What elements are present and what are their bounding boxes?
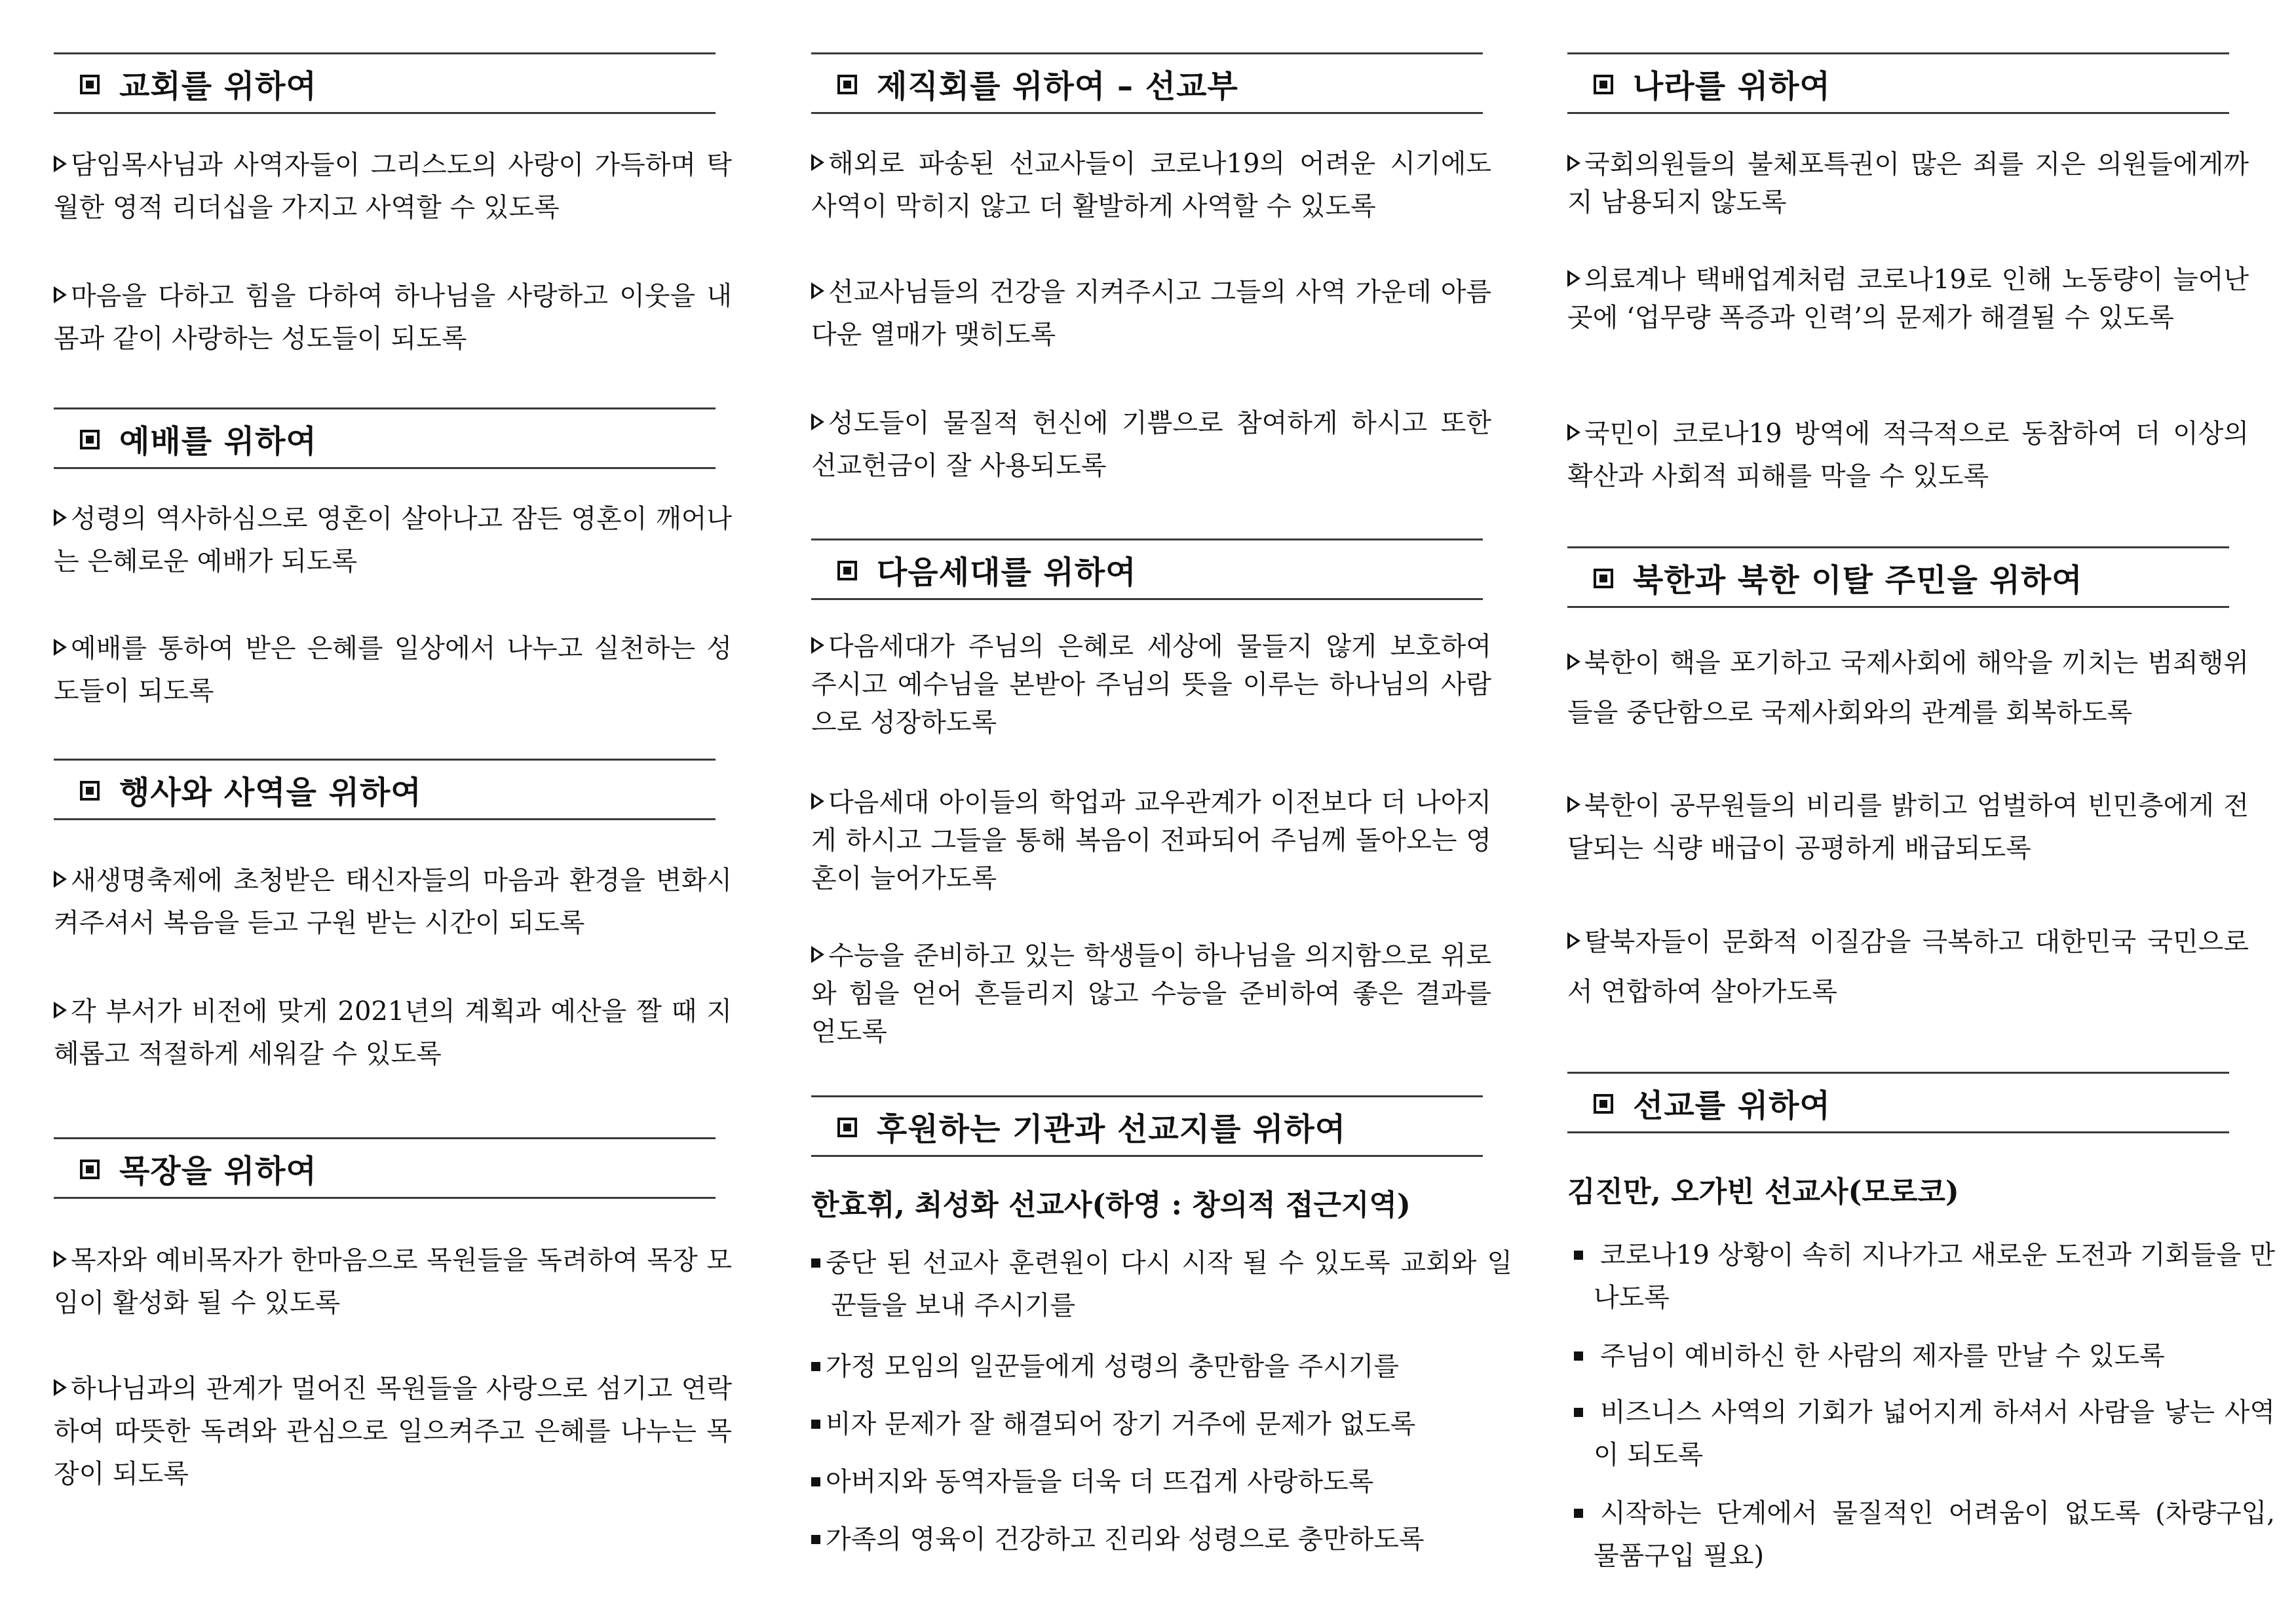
bullet-item: 가정 모임의 일꾼들에게 성령의 충만함을 주시기를: [811, 1346, 1399, 1388]
triangle-icon: [811, 946, 824, 963]
prayer-item: 선교사님들의 건강을 지켜주시고 그들의 사역 가운데 아름다운 열매가 맺히도록: [811, 277, 1491, 350]
triangle-icon: [54, 1251, 67, 1268]
prayer-item: 탈북자들이 문화적 이질감을 극복하고 대한민국 국민으로서 연합하여 살아가도록: [1567, 927, 2249, 1007]
prayer-item: 성도들이 물질적 헌신에 기쁨으로 참여하게 하시고 또한 선교헌금이 잘 사용되도록: [811, 408, 1491, 481]
triangle-icon: [54, 155, 67, 172]
section-worship: [54, 407, 716, 469]
square-icon: [837, 561, 857, 580]
triangle-icon: [54, 509, 67, 526]
bullet-item: 중단 된 선교사 훈련원이 다시 시작 될 수 있도록 교회와 일꾼들을 보내 주시기를: [811, 1242, 1512, 1327]
bullet-square-icon: [1574, 1251, 1583, 1260]
section-missions-dept: [811, 52, 1483, 114]
prayer-item: 국회의원들의 불체포특권이 많은 죄를 지은 의원들에게까지 남용되지 않도록: [1567, 149, 2249, 217]
square-icon: [80, 430, 100, 449]
section-north-korea: [1567, 546, 2229, 608]
triangle-icon: [54, 1379, 67, 1396]
prayer-item: 각 부서가 비전에 맞게 2021년의 계획과 예산을 짤 때 지혜롭고 적절하게 세워갈 수 있도록: [54, 996, 732, 1069]
section-title: 선교를 위하여: [1567, 1072, 2229, 1133]
triangle-icon: [811, 793, 824, 810]
square-icon: [80, 1160, 100, 1179]
prayer-item: 의료계나 택배업계처럼 코로나19로 인해 노동량이 늘어난 곳에 ‘업무량 폭증과 인력’의 문제가 해결될 수 있도록: [1567, 265, 2249, 333]
square-icon: [1594, 1094, 1613, 1114]
section-title: 행사와 사역을 위하여: [54, 759, 716, 820]
prayer-item: 목자와 예비목자가 한마음으로 목원들을 독려하여 목장 모임이 활성화 될 수 있도록: [54, 1245, 732, 1318]
bullet-item: 아버지와 동역자들을 더욱 더 뜨겁게 사랑하도록: [811, 1461, 1373, 1503]
section-title: 교회를 위하여: [54, 52, 716, 114]
bullet-item: 주님이 예비하신 한 사람의 제자를 만날 수 있도록: [1567, 1335, 2275, 1378]
bullet-square-icon: [811, 1477, 820, 1486]
triangle-icon: [54, 1002, 67, 1019]
prayer-item: 새생명축제에 초청받은 태신자들의 마음과 환경을 변화시켜주셔서 복음을 듣고 구원 받는 시간이 되도록: [54, 865, 732, 938]
triangle-icon: [1567, 796, 1580, 813]
triangle-icon: [1567, 270, 1580, 287]
triangle-icon: [811, 637, 824, 654]
prayer-item: 북한이 핵을 포기하고 국제사회에 해악을 끼치는 범죄행위들을 중단함으로 국제사회와의 관계를 회복하도록: [1567, 648, 2249, 728]
bullet-square-icon: [811, 1420, 820, 1429]
prayer-item: 담임목사님과 사역자들이 그리스도의 사랑이 가득하며 탁월한 영적 리더십을 가지고 사역할 수 있도록: [54, 150, 732, 223]
square-icon: [80, 75, 100, 94]
bullet-square-icon: [1574, 1351, 1583, 1361]
square-icon: [80, 781, 100, 801]
prayer-item: 다음세대가 주님의 은혜로 세상에 물들지 않게 보호하여 주시고 예수님을 본받아 주님의 뜻을 이루는 하나님의 사람으로 성장하도록: [811, 632, 1491, 738]
section-supported-missions: [811, 1095, 1483, 1157]
bullet-square-icon: [811, 1258, 820, 1268]
square-icon: [1594, 75, 1613, 94]
section-events: [54, 759, 716, 820]
prayer-item: 북한이 공무원들의 비리를 밝히고 엄벌하여 빈민층에게 전달되는 식량 배급이 공평하게 배급되도록: [1567, 791, 2249, 863]
section-title: 제직회를 위하여 – 선교부: [811, 52, 1483, 114]
missionary-name: 김진만, 오가빈 선교사(모로코): [1567, 1175, 1959, 1209]
triangle-icon: [811, 154, 824, 171]
bullet-square-icon: [1574, 1509, 1583, 1518]
bullet-item: 비즈니스 사역의 기회가 넓어지게 하셔서 사람을 낳는 사역이 되도록: [1567, 1391, 2275, 1477]
section-title: 북한과 북한 이탈 주민을 위하여: [1567, 546, 2229, 608]
prayer-item: 예배를 통하여 받은 은혜를 일상에서 나누고 실천하는 성도들이 되도록: [54, 633, 732, 706]
prayer-item: 하나님과의 관계가 멀어진 목원들을 사랑으로 섬기고 연락하여 따뜻한 독려와 관심으로 일으켜주고 은혜를 나누는 목장이 되도록: [54, 1374, 732, 1489]
bullet-square-icon: [811, 1362, 820, 1371]
section-title: 예배를 위하여: [54, 407, 716, 469]
section-cell-group: [54, 1137, 716, 1199]
triangle-icon: [54, 286, 67, 303]
triangle-icon: [54, 871, 67, 888]
section-missions: [1567, 1072, 2229, 1133]
prayer-item: 성령의 역사하심으로 영혼이 살아나고 잠든 영혼이 깨어나는 은혜로운 예배가 되도록: [54, 504, 732, 576]
section-title: 나라를 위하여: [1567, 52, 2229, 114]
section-next-generation: [811, 538, 1483, 600]
missionary-name: 한효휘, 최성화 선교사(하영 : 창의적 접근지역): [811, 1188, 1411, 1222]
triangle-icon: [1567, 155, 1580, 172]
triangle-icon: [1567, 424, 1580, 441]
prayer-item: 국민이 코로나19 방역에 적극적으로 동참하여 더 이상의 확산과 사회적 피해를 막을 수 있도록: [1567, 419, 2249, 491]
bullet-item: 시작하는 단계에서 물질적인 어려움이 없도록 (차량구입, 물품구입 필요): [1567, 1492, 2275, 1577]
bullet-square-icon: [811, 1535, 820, 1544]
triangle-icon: [811, 282, 824, 299]
prayer-item: 수능을 준비하고 있는 학생들이 하나님을 의지함으로 위로와 힘을 얻어 흔들리지 않고 수능을 준비하여 좋은 결과를 얻도록: [811, 941, 1491, 1047]
section-title: 다음세대를 위하여: [811, 538, 1483, 600]
triangle-icon: [1567, 653, 1580, 670]
bullet-square-icon: [1574, 1408, 1583, 1417]
section-church: [54, 52, 716, 114]
square-icon: [837, 75, 857, 94]
prayer-item: 다음세대 아이들의 학업과 교우관계가 이전보다 더 나아지게 하시고 그들을 통해 복음이 전파되어 주님께 돌아오는 영혼이 늘어가도록: [811, 787, 1491, 894]
prayer-item: 마음을 다하고 힘을 다하여 하나님을 사랑하고 이웃을 내 몸과 같이 사랑하는 성도들이 되도록: [54, 281, 732, 354]
bullet-item: 가족의 영육이 건강하고 진리와 성령으로 충만하도록: [811, 1519, 1425, 1561]
triangle-icon: [54, 639, 67, 656]
bullet-item: 비자 문제가 잘 해결되어 장기 거주에 문제가 없도록: [811, 1403, 1415, 1446]
section-nation: [1567, 52, 2229, 114]
triangle-icon: [811, 413, 824, 430]
prayer-item: 해외로 파송된 선교사들이 코로나19의 어려운 시기에도 사역이 막히지 않고 더 활발하게 사역할 수 있도록: [811, 149, 1491, 221]
square-icon: [837, 1118, 857, 1137]
section-title: 후원하는 기관과 선교지를 위하여: [811, 1095, 1483, 1157]
triangle-icon: [1567, 932, 1580, 949]
section-title: 목장을 위하여: [54, 1137, 716, 1199]
bullet-item: 코로나19 상황이 속히 지나가고 새로운 도전과 기회들을 만나도록: [1567, 1234, 2275, 1319]
square-icon: [1594, 569, 1613, 588]
